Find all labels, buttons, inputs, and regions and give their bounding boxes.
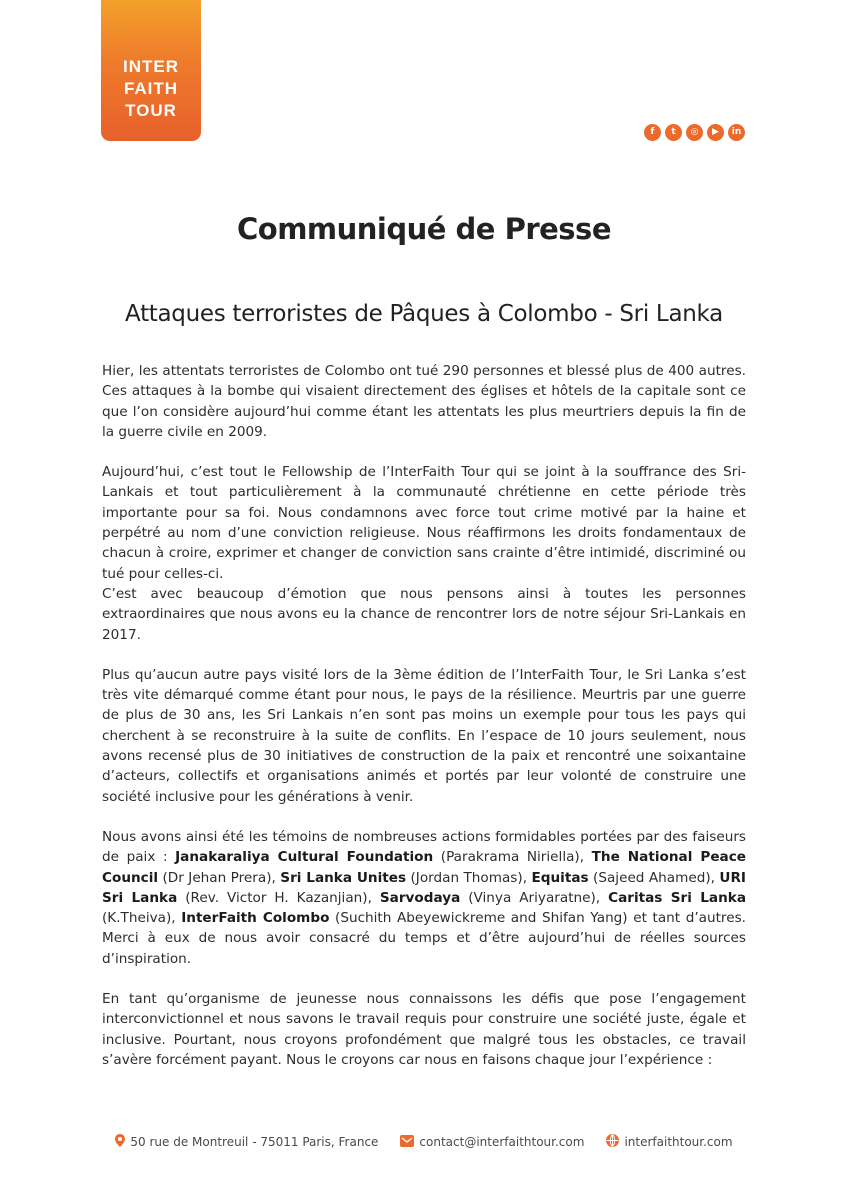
- org-uri-sri-lanka: URI Sri Lanka: [102, 869, 746, 906]
- footer-website[interactable]: [606, 1134, 732, 1150]
- paragraph-4: Plus qu’aucun autre pays visité lors de la 3ème édition de l’InterFaith Tour, le Sri Lanka s’est très vite démarqué comme étant pour nous, le pays de la résilience. Meurtris par une guerre de plus de 30 ans, les Sri Lankais n’en sont pas moins un exemple pour tous les pays qui cherchent à se reconstruire à la suite de conflits. En l’espace de 10 jours seulement, nous avons recensé plus de 30 initiatives de construction de la paix et rencontré une soixantaine d’acteurs, collectifs et organisations animés et portés par leur volonté de construire une société inclusive pour les générations à venir.: [102, 666, 746, 805]
- org-janakaraliya: Janakaraliya Cultural Foundation: [175, 849, 434, 866]
- org-interfaith-colombo: InterFaith Colombo: [181, 910, 330, 927]
- paragraph-5-text: (Dr Jehan Prera),: [158, 869, 281, 886]
- paragraph-5-text: (Suchith Abeyewickreme and Shifan Yang) et tant d’autres. Merci à eux de nous avoir consacré du temps et d’être aujourd’hui de réelles sources d’inspiration.: [102, 910, 746, 967]
- paragraph-5-text: (Rev. Victor H. Kazanjian),: [177, 889, 380, 906]
- globe-icon: [606, 1134, 619, 1150]
- org-sarvodaya: Sarvodaya: [379, 889, 461, 906]
- page-title: Communiqué de Presse: [237, 212, 611, 246]
- logo-line-2: FAITH: [123, 79, 179, 98]
- footer-email[interactable]: [400, 1134, 584, 1150]
- paragraph-2: Aujourd’hui, c’est tout le Fellowship de l’InterFaith Tour qui se joint à la souffrance des Sri-Lankais et tout particulièrement à la communauté chrétienne en cette période très importante pour sa foi. Nous condamnons avec force tout crime motivé par la haine et perpétré au nom d’une conviction religieuse. Nous réaffirmons les droits fondamentaux de chacun à croire, exprimer et changer de conviction sans crainte d’être intimidé, discriminé ou tué pour celles-ci.: [102, 464, 746, 582]
- paragraph-5-text: (Sajeed Ahamed),: [588, 869, 720, 886]
- linkedin-icon[interactable]: in: [728, 124, 745, 141]
- footer-address-text: 50 rue de Montreuil - 75011 Paris, France: [130, 1135, 379, 1149]
- logo-line-1: INTER: [123, 57, 179, 76]
- interfaith-tour-logo: [101, 0, 201, 141]
- facebook-icon[interactable]: f: [644, 124, 661, 141]
- logo-line-3: TOUR: [125, 101, 177, 120]
- footer-email-text[interactable]: contact@interfaithtour.com: [419, 1135, 585, 1149]
- footer-address: [115, 1134, 378, 1150]
- org-sri-lanka-unites: Sri Lanka Unites: [280, 869, 407, 886]
- instagram-icon[interactable]: ◎: [686, 124, 703, 141]
- social-links: [644, 124, 745, 141]
- paragraph-5-text: (Parakrama Niriella),: [433, 849, 592, 866]
- paragraph-5-text: (Jordan Thomas),: [406, 869, 532, 886]
- paragraph-5: [102, 827, 746, 969]
- org-national-peace-council: The National Peace Council: [102, 849, 746, 886]
- mail-icon: [400, 1135, 414, 1150]
- paragraph-1: Hier, les attentats terroristes de Colombo ont tué 290 personnes et blessé plus de 400 autres. Ces attaques à la bombe qui visaient directement des églises et hôtels de la capitale sont ce que l’on considère aujourd’hui comme étant les attentats les plus meurtriers depuis la fin de la guerre civile en 2009.: [102, 363, 746, 440]
- footer-website-text[interactable]: interfaithtour.com: [624, 1135, 733, 1149]
- paragraph-5-text: (Vinya Ariyaratne),: [460, 889, 609, 906]
- youtube-icon[interactable]: ▶: [707, 124, 724, 141]
- org-equitas: Equitas: [531, 869, 589, 886]
- paragraph-5-text: (K.Theiva),: [102, 910, 182, 927]
- footer: [0, 1134, 848, 1150]
- org-caritas-sri-lanka: Caritas Sri Lanka: [608, 889, 746, 906]
- press-release-body: [102, 361, 746, 1070]
- paragraph-6: En tant qu’organisme de jeunesse nous connaissons les défis que pose l’engagement interconvictionnel et nous savons le travail requis pour construire une société juste, égale et inclusive. Pourtant, nous croyons profondément que malgré tous les obstacles, ce travail s’avère forcément payant. Nous le croyons car nous en faisons chaque jour l’expérience :: [102, 991, 746, 1068]
- twitter-icon[interactable]: t: [665, 124, 682, 141]
- paragraph-3: C’est avec beaucoup d’émotion que nous pensons ainsi à toutes les personnes extraordinaires que nous avons eu la chance de rencontrer lors de notre séjour Sri-Lankais en 2017.: [102, 585, 746, 643]
- page-subtitle: Attaques terroristes de Pâques à Colombo - Sri Lanka: [125, 301, 723, 327]
- location-pin-icon: [115, 1134, 125, 1150]
- paragraph-5-text: Nous avons ainsi été les témoins de nombreuses actions formidables portées par des faiseurs de paix :: [102, 828, 746, 866]
